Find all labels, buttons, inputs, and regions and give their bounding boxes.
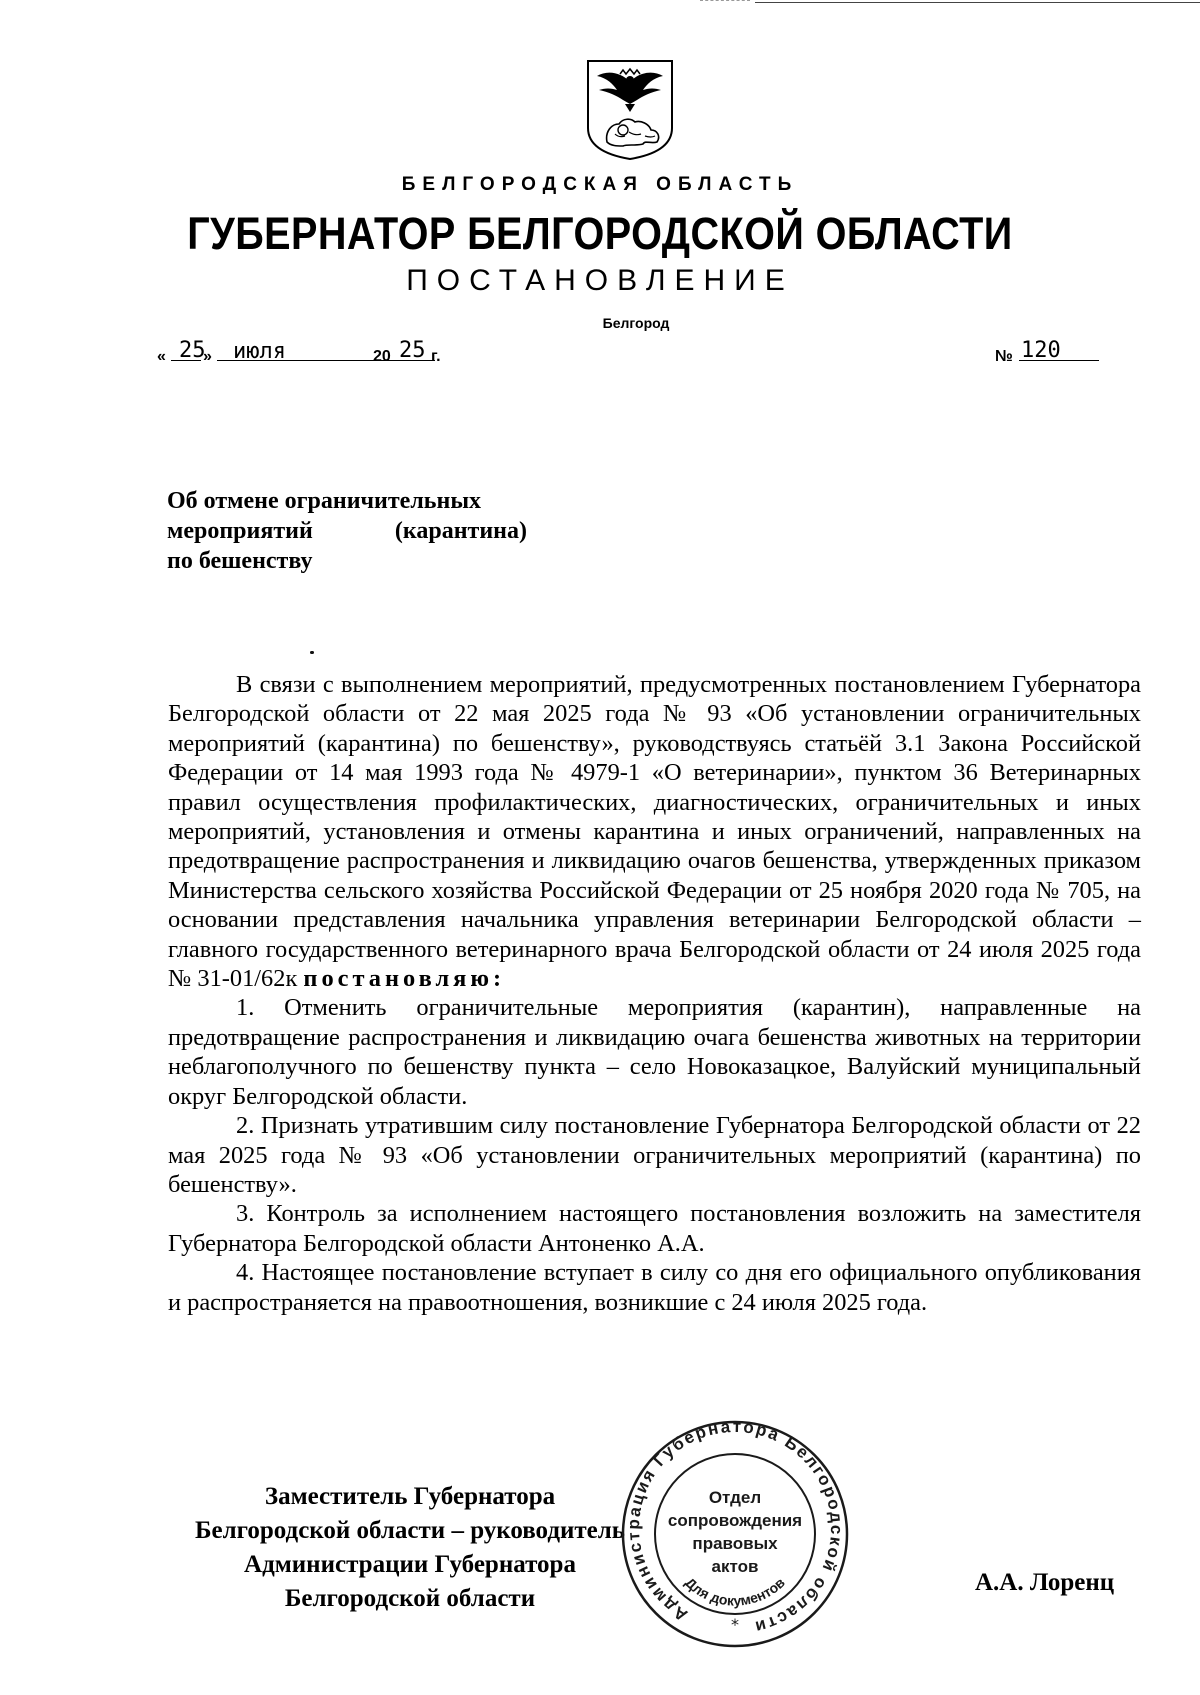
stamp-bottom-text: Для документов [682, 1574, 788, 1609]
resolve-word: постановляю: [303, 965, 506, 993]
authority-title: ГУБЕРНАТОР БЕЛГОРОДСКОЙ ОБЛАСТИ [187, 208, 1013, 259]
document-type: ПОСТАНОВЛЕНИЕ [406, 264, 794, 297]
scan-speck [310, 651, 314, 654]
title-line-1: Об отмене ограничительных [167, 488, 482, 514]
date-open-quote: « [157, 348, 166, 365]
stamp-star: * [731, 1615, 739, 1634]
issue-city: Белгород [602, 315, 670, 331]
date-close-quote: » [203, 348, 212, 365]
coat-of-arms-emblem [585, 58, 675, 162]
stamp-ring-text: Администрация Губернатора Белгородской области [623, 1416, 847, 1638]
stamp-center-line-2: сопровождения [667, 1511, 803, 1530]
eagle-icon [597, 69, 663, 112]
official-stamp-seal [620, 1416, 850, 1656]
item-2: 2. Признать утратившим силу постановление Губернатора Белгородской области от 22 мая 2025 года № 93 «Об установлении ограничительных мероприятий (карантина) по бешенству». [168, 1112, 1141, 1198]
item-3: 3. Контроль за исполнением настоящего постановления возложить на заместителя Губернатора Белгородской области Антоненко А.А. [168, 1200, 1141, 1257]
signer-line-4: Белгородской области [284, 1585, 536, 1612]
title-line-2a: мероприятий [167, 518, 313, 544]
lion-icon [607, 119, 659, 146]
preamble-paragraph [168, 670, 1141, 993]
number-label: № [995, 348, 1013, 365]
signer-line-3: Администрации Губернатора [244, 1551, 576, 1578]
item-1: 1. Отменить ограничительные мероприятия (карантин), направленные на предотвращение распространения и ликвидацию очага бешенства животных на территории неблагополучного по бешенству пункта – село Новоказацкое, Валуйский муниципальный округ Белгородской области. [168, 994, 1141, 1110]
svg-text:Для документов [682, 1574, 788, 1609]
item-4: 4. Настоящее постановление вступает в силу со дня его официального опубликования и распространяется на правоотношения, возникшие с 24 июля 2025 года. [168, 1259, 1141, 1316]
preamble-text: В связи с выполнением мероприятий, предусмотренных постановлением Губернатора Белгородской области от 22 мая 2025 года № 93 «Об установлении ограничительных мероприятий (карантина) по бешенству», руководствуясь статьёй 3.1 Закона Российской Федерации от 14 мая 1993 года № 4979-1 «О ветеринарии», пунктом 36 Ветеринарных правил осуществления профилактических, диагностических, ограничительных и иных мероприятий, установления и отмены карантина и иных ограничений, направленных на предотвращение распространения и ликвидацию очагов бешенства, утвержденных приказом Министерства сельского хозяйства Российской Федерации от 25 ноября 2020 года № 705, на основании представления начальника управления ветеринарии Белгородской области – главного государственного ветеринарного врача Белгородской области от 24 июля 2025 года № 31-01/62к [168, 671, 1141, 993]
title-line-2 [167, 516, 527, 546]
signer-line-1: Заместитель Губернатора [264, 1483, 556, 1510]
date-year-suffix: 25 [399, 338, 426, 363]
region-name: БЕЛГОРОДСКАЯ ОБЛАСТЬ [401, 174, 799, 195]
document-title [167, 486, 527, 576]
decree-number: 120 [1021, 338, 1061, 363]
title-line-2b: (карантина) [394, 518, 527, 544]
stamp-center-line-4: актов [711, 1557, 759, 1576]
date-year-mark: г. [431, 348, 441, 365]
scan-artifact-line [700, 0, 750, 1]
signer-name: А.А. Лоренц [975, 1569, 1115, 1596]
signer-line-2: Белгородской области – руководитель [194, 1517, 626, 1544]
decree-body [168, 670, 1141, 1317]
title-line-3: по бешенству [167, 548, 313, 574]
stamp-center-line-3: правовых [692, 1534, 778, 1553]
signer-position [160, 1480, 660, 1616]
date-year-prefix: 20 [373, 348, 391, 365]
date-month: июля [233, 339, 286, 364]
date-day: 25 [179, 338, 206, 363]
stamp-center-line-1: Отдел [708, 1488, 762, 1507]
top-border-line [755, 2, 1200, 3]
